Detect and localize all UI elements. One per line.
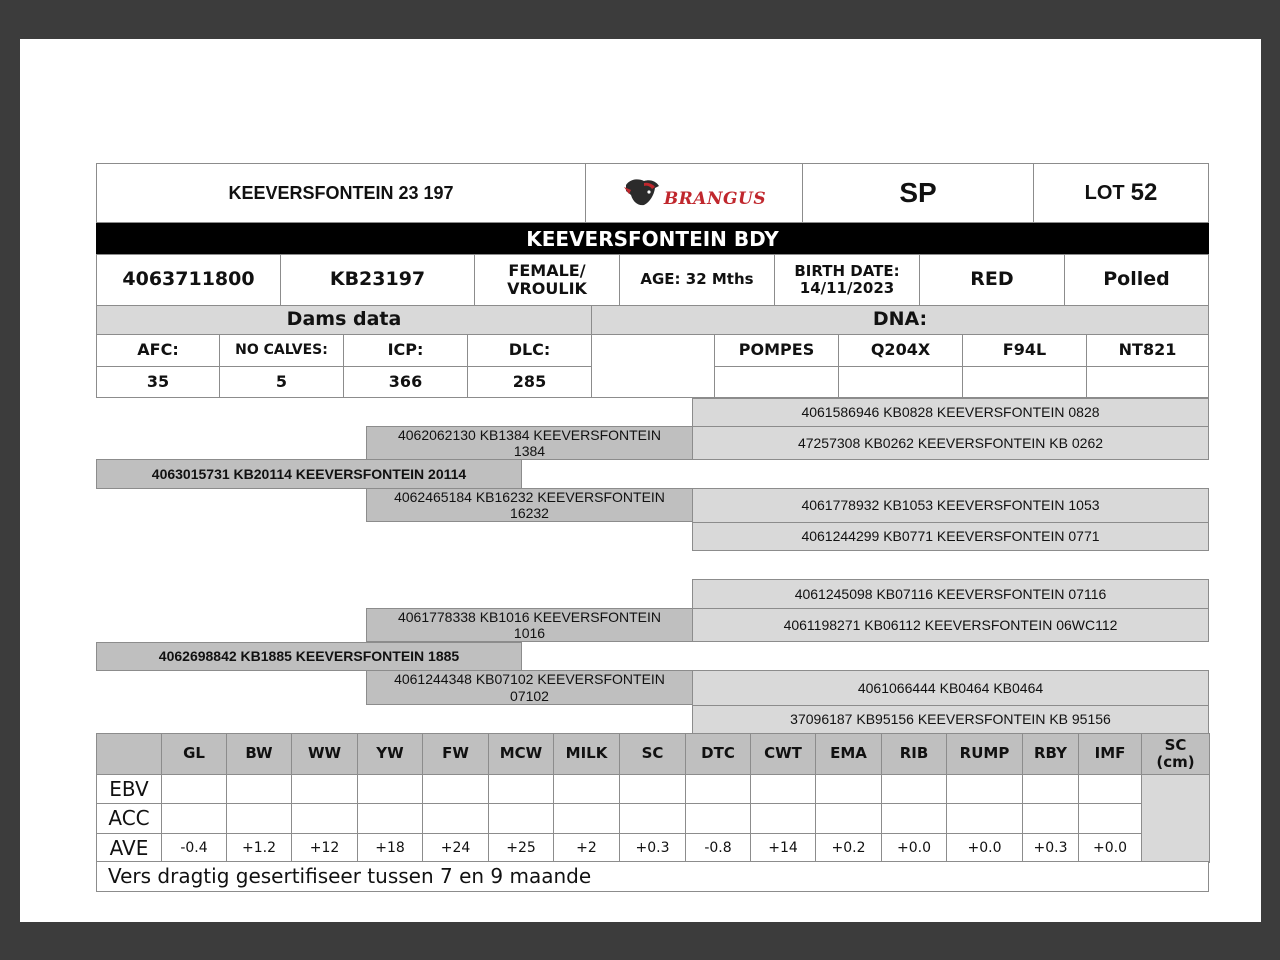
brangus-logo-text: BRANGUS: [663, 189, 767, 210]
colour: RED: [919, 254, 1065, 306]
ebv-ave-value: +0.3: [619, 833, 686, 863]
ebv-value: [881, 803, 947, 834]
pedigree-sd-dam: 4061244299 KB0771 KEEVERSFONTEIN 0771: [692, 522, 1209, 551]
sex-line2: VROULIK: [507, 279, 587, 298]
ebv-value: [226, 774, 292, 804]
category: SP: [802, 163, 1034, 223]
ebv-header-rby: RBY: [1022, 733, 1079, 775]
no-calves-value: 5: [219, 366, 344, 398]
ebv-value: [422, 774, 489, 804]
ebv-header-sc-line: SC: [1164, 735, 1187, 754]
pedigree-line: 16232: [510, 505, 549, 521]
ebv-value: [685, 774, 751, 804]
ebv-value: [1022, 803, 1079, 834]
no-calves-label: NO CALVES:: [219, 334, 344, 367]
ebv-header-bw: BW: [226, 733, 292, 775]
pedigree-line: 1384: [513, 443, 546, 459]
ebv-row-label: EBV: [96, 774, 162, 804]
ebv-header-dtc: DTC: [685, 733, 751, 775]
dna-result: [838, 366, 963, 398]
ebv-row-label: ACC: [96, 803, 162, 834]
ebv-header-rib: RIB: [881, 733, 947, 775]
pedigree-line: 4062465184 KB16232 KEEVERSFONTEIN: [394, 488, 665, 505]
ebv-ave-value: +0.2: [815, 833, 882, 863]
ebv-value: [357, 774, 423, 804]
ebv-header-rump: RUMP: [946, 733, 1023, 775]
ebv-header-cwt: CWT: [750, 733, 816, 775]
animal-name: KEEVERSFONTEIN BDY: [96, 223, 1209, 254]
icp-label: ICP:: [343, 334, 468, 367]
ebv-value: [815, 803, 882, 834]
ebv-value: [946, 803, 1023, 834]
ebv-ave-value: +1.2: [226, 833, 292, 863]
ebv-value: [1022, 774, 1079, 804]
dna-result: [1086, 366, 1209, 398]
ebv-value: [1078, 774, 1142, 804]
ebv-ave-value: +0.0: [946, 833, 1023, 863]
ebv-value: [881, 774, 947, 804]
pedigree-ds-dam: 4061198271 KB06112 KEEVERSFONTEIN 06WC112: [692, 608, 1209, 642]
pedigree-sire-dam: [366, 488, 693, 522]
ebv-value: [553, 774, 620, 804]
pedigree-sire: 4063015731 KB20114 KEEVERSFONTEIN 20114: [96, 459, 522, 489]
farm-id: KEEVERSFONTEIN 23 197: [96, 163, 586, 223]
dna-blank: [591, 334, 715, 398]
ebv-corner: [96, 733, 162, 775]
icp-value: 366: [343, 366, 468, 398]
ebv-value: [291, 774, 358, 804]
ebv-header-mcw: MCW: [488, 733, 554, 775]
dna-marker: Q204X: [838, 334, 963, 367]
lot: [1033, 163, 1209, 223]
ebv-value: [619, 774, 686, 804]
pedigree-dam-sire: [366, 608, 693, 642]
pedigree-line: 4062062130 KB1384 KEEVERSFONTEIN: [397, 426, 662, 443]
birth-date-label: BIRTH DATE:: [794, 261, 900, 280]
ebv-value: [291, 803, 358, 834]
ebv-header-sc-cm: [1141, 733, 1210, 775]
ebv-header-sc-line: (cm): [1156, 753, 1195, 771]
id-number: 4063711800: [96, 254, 281, 306]
ebv-value: [422, 803, 489, 834]
dlc-label: DLC:: [467, 334, 592, 367]
dna-result: [714, 366, 839, 398]
ebv-ave-value: +0.0: [1078, 833, 1142, 863]
ebv-value: [488, 774, 554, 804]
pedigree-dd-sire: 4061066444 KB0464 KB0464: [692, 670, 1209, 706]
ebv-value: [750, 803, 816, 834]
ebv-value: [685, 803, 751, 834]
dna-marker: F94L: [962, 334, 1087, 367]
pedigree-sd-sire: 4061778932 KB1053 KEEVERSFONTEIN 1053: [692, 488, 1209, 523]
ebv-ave-value: -0.8: [685, 833, 751, 863]
brangus-logo: [585, 163, 803, 223]
sex-line1: FEMALE/: [508, 260, 586, 280]
afc-value: 35: [96, 366, 220, 398]
pedigree-dam: 4062698842 KB1885 KEEVERSFONTEIN 1885: [96, 642, 522, 671]
pedigree-line: 07102: [510, 687, 549, 704]
ebv-header-imf: IMF: [1078, 733, 1142, 775]
dna-marker: POMPES: [714, 334, 839, 367]
pedigree-line: 1016: [513, 625, 546, 641]
ebv-ave-value: +18: [357, 833, 423, 863]
dna-result: [962, 366, 1087, 398]
ebv-header-fw: FW: [422, 733, 489, 775]
pedigree-ss-sire: 4061586946 KB0828 KEEVERSFONTEIN 0828: [692, 398, 1209, 427]
pedigree-sire-sire: [366, 426, 693, 460]
ebv-value: [226, 803, 292, 834]
ebv-ave-value: +0.3: [1022, 833, 1079, 863]
dna-title: DNA:: [591, 305, 1209, 335]
pedigree-dam-dam: [366, 670, 693, 705]
ebv-value: [488, 803, 554, 834]
ebv-header-ema: EMA: [815, 733, 882, 775]
ebv-row-label: AVE: [96, 833, 162, 863]
ebv-value: [161, 803, 227, 834]
ebv-ave-value: +12: [291, 833, 358, 863]
lot-number: 52: [1130, 179, 1158, 207]
ebv-value: [1078, 803, 1142, 834]
sex: [474, 254, 620, 306]
birth-date-value: 14/11/2023: [799, 279, 895, 297]
ebv-header-yw: YW: [357, 733, 423, 775]
ebv-header-milk: MILK: [553, 733, 620, 775]
ebv-sc-cm-values: [1141, 774, 1210, 863]
pedigree-ds-sire: 4061245098 KB07116 KEEVERSFONTEIN 07116: [692, 579, 1209, 609]
ebv-value: [815, 774, 882, 804]
ebv-ave-value: +14: [750, 833, 816, 863]
ebv-value: [357, 803, 423, 834]
ebv-header-ww: WW: [291, 733, 358, 775]
ebv-value: [619, 803, 686, 834]
ebv-ave-value: -0.4: [161, 833, 227, 863]
dlc-value: 285: [467, 366, 592, 398]
pedigree-line: 4061778338 KB1016 KEEVERSFONTEIN: [397, 608, 662, 625]
birth-date: [774, 254, 920, 306]
age: AGE: 32 Mths: [619, 254, 775, 306]
ebv-value: [553, 803, 620, 834]
ebv-header-sc: SC: [619, 733, 686, 775]
ebv-ave-value: +25: [488, 833, 554, 863]
dams-data-title: Dams data: [96, 305, 592, 335]
ebv-header-gl: GL: [161, 733, 227, 775]
ebv-ave-value: +0.0: [881, 833, 947, 863]
animal-code: KB23197: [280, 254, 475, 306]
ebv-value: [161, 774, 227, 804]
ebv-value: [946, 774, 1023, 804]
afc-label: AFC:: [96, 334, 220, 367]
ebv-value: [750, 774, 816, 804]
pedigree-line: 4061244348 KB07102 KEEVERSFONTEIN: [394, 671, 665, 688]
pedigree-ss-dam: 47257308 KB0262 KEEVERSFONTEIN KB 0262: [692, 426, 1209, 460]
ebv-ave-value: +24: [422, 833, 489, 863]
bull-head-icon: [622, 175, 662, 211]
pregnancy-note: Vers dragtig gesertifiseer tussen 7 en 9 maande: [96, 861, 1209, 892]
pedigree-dd-dam: 37096187 KB95156 KEEVERSFONTEIN KB 95156: [692, 705, 1209, 734]
lot-label: LOT: [1084, 181, 1125, 204]
horn-status: Polled: [1064, 254, 1209, 306]
ebv-ave-value: +2: [553, 833, 620, 863]
dna-marker: NT821: [1086, 334, 1209, 367]
